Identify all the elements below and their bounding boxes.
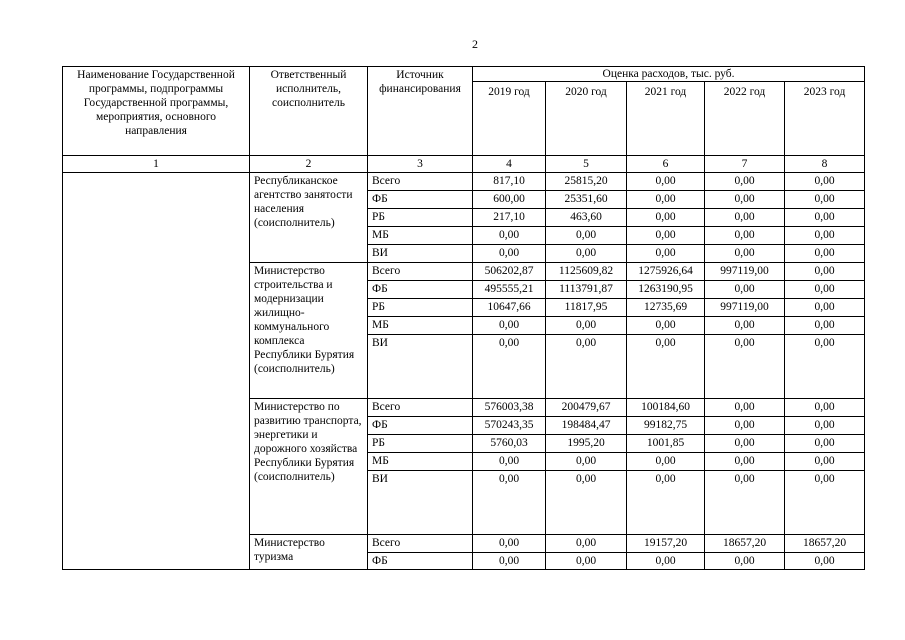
value-cell: 217,10 — [473, 209, 546, 227]
source-cell: МБ — [368, 453, 473, 471]
value-cell: 1263190,95 — [627, 281, 705, 299]
source-cell: Всего — [368, 535, 473, 553]
executor-cell: Министерство туризма — [250, 535, 368, 570]
value-cell: 0,00 — [473, 453, 546, 471]
value-cell: 0,00 — [785, 173, 865, 191]
value-cell: 0,00 — [627, 453, 705, 471]
source-cell: МБ — [368, 317, 473, 335]
value-cell: 0,00 — [785, 191, 865, 209]
column-number: 7 — [705, 156, 785, 173]
value-cell: 0,00 — [546, 245, 627, 263]
value-cell: 0,00 — [705, 317, 785, 335]
value-cell: 0,00 — [705, 453, 785, 471]
value-cell: 10647,66 — [473, 299, 546, 317]
source-cell: ФБ — [368, 553, 473, 570]
header-year: 2020 год — [546, 82, 627, 156]
value-cell: 0,00 — [785, 399, 865, 417]
value-cell: 506202,87 — [473, 263, 546, 281]
value-cell: 0,00 — [627, 209, 705, 227]
header-year: 2021 год — [627, 82, 705, 156]
value-cell: 0,00 — [705, 435, 785, 453]
header-name: Наименование Государственной программы, подпрограммы Государственной программы, мероприятия, основного направления — [63, 67, 250, 156]
value-cell: 0,00 — [627, 245, 705, 263]
value-cell: 0,00 — [785, 245, 865, 263]
value-cell: 570243,35 — [473, 417, 546, 435]
source-cell: ВИ — [368, 335, 473, 399]
value-cell: 25815,20 — [546, 173, 627, 191]
value-cell: 0,00 — [705, 191, 785, 209]
value-cell: 0,00 — [473, 335, 546, 399]
header-executor: Ответственный исполнитель, соисполнитель — [250, 67, 368, 156]
value-cell: 0,00 — [785, 281, 865, 299]
value-cell: 5760,03 — [473, 435, 546, 453]
value-cell: 0,00 — [785, 335, 865, 399]
value-cell: 11817,95 — [546, 299, 627, 317]
value-cell: 25351,60 — [546, 191, 627, 209]
source-cell: ВИ — [368, 471, 473, 535]
source-cell: МБ — [368, 227, 473, 245]
source-cell: РБ — [368, 435, 473, 453]
header-source: Источник финансирования — [368, 67, 473, 156]
executor-cell: Республиканское агентство занятости населения (соисполнитель) — [250, 173, 368, 263]
value-cell: 0,00 — [705, 173, 785, 191]
value-cell: 1995,20 — [546, 435, 627, 453]
value-cell: 0,00 — [785, 435, 865, 453]
value-cell: 0,00 — [546, 471, 627, 535]
value-cell: 0,00 — [627, 553, 705, 570]
value-cell: 600,00 — [473, 191, 546, 209]
value-cell: 0,00 — [627, 335, 705, 399]
column-number-row — [63, 156, 865, 173]
value-cell: 0,00 — [546, 453, 627, 471]
column-number: 2 — [250, 156, 368, 173]
header-year: 2022 год — [705, 82, 785, 156]
value-cell: 0,00 — [785, 263, 865, 281]
value-cell: 18657,20 — [785, 535, 865, 553]
source-cell: Всего — [368, 399, 473, 417]
value-cell: 0,00 — [546, 227, 627, 245]
column-number: 1 — [63, 156, 250, 173]
source-cell: РБ — [368, 299, 473, 317]
value-cell: 100184,60 — [627, 399, 705, 417]
value-cell: 0,00 — [705, 227, 785, 245]
value-cell: 0,00 — [627, 471, 705, 535]
value-cell: 0,00 — [705, 417, 785, 435]
value-cell: 200479,67 — [546, 399, 627, 417]
source-cell: ВИ — [368, 245, 473, 263]
value-cell: 0,00 — [627, 227, 705, 245]
value-cell: 0,00 — [473, 317, 546, 335]
value-cell: 0,00 — [705, 281, 785, 299]
value-cell: 0,00 — [785, 417, 865, 435]
value-cell: 0,00 — [546, 553, 627, 570]
value-cell: 0,00 — [627, 317, 705, 335]
value-cell: 0,00 — [473, 553, 546, 570]
value-cell: 1001,85 — [627, 435, 705, 453]
value-cell: 0,00 — [705, 245, 785, 263]
value-cell: 817,10 — [473, 173, 546, 191]
value-cell: 1113791,87 — [546, 281, 627, 299]
value-cell: 0,00 — [705, 471, 785, 535]
value-cell: 0,00 — [785, 317, 865, 335]
value-cell: 18657,20 — [705, 535, 785, 553]
value-cell: 0,00 — [473, 245, 546, 263]
budget-table — [62, 66, 865, 570]
header-year: 2023 год — [785, 82, 865, 156]
value-cell: 0,00 — [705, 209, 785, 227]
value-cell: 0,00 — [705, 335, 785, 399]
value-cell: 0,00 — [785, 227, 865, 245]
source-cell: ФБ — [368, 417, 473, 435]
source-cell: Всего — [368, 263, 473, 281]
column-number: 5 — [546, 156, 627, 173]
value-cell: 0,00 — [785, 453, 865, 471]
value-cell: 99182,75 — [627, 417, 705, 435]
value-cell: 997119,00 — [705, 263, 785, 281]
column-number: 8 — [785, 156, 865, 173]
value-cell: 0,00 — [546, 317, 627, 335]
value-cell: 198484,47 — [546, 417, 627, 435]
value-cell: 495555,21 — [473, 281, 546, 299]
header-estimate: Оценка расходов, тыс. руб. — [473, 67, 865, 82]
value-cell: 1125609,82 — [546, 263, 627, 281]
value-cell: 0,00 — [785, 471, 865, 535]
value-cell: 0,00 — [473, 535, 546, 553]
value-cell: 0,00 — [785, 553, 865, 570]
column-number: 6 — [627, 156, 705, 173]
header-row — [63, 67, 865, 82]
value-cell: 1275926,64 — [627, 263, 705, 281]
table-row — [63, 173, 865, 191]
value-cell: 576003,38 — [473, 399, 546, 417]
source-cell: ФБ — [368, 281, 473, 299]
column-number: 4 — [473, 156, 546, 173]
value-cell: 0,00 — [627, 191, 705, 209]
value-cell: 0,00 — [546, 535, 627, 553]
page-number: 2 — [472, 37, 478, 51]
source-cell: РБ — [368, 209, 473, 227]
executor-cell: Министерство по развитию транспорта, энергетики и дорожного хозяйства Республики Бурятия (соисполнитель) — [250, 399, 368, 535]
executor-cell: Министерство строительства и модернизации жилищно-коммунального комплекса Республики Бурятия (соисполнитель) — [250, 263, 368, 399]
column-number: 3 — [368, 156, 473, 173]
source-cell: Всего — [368, 173, 473, 191]
value-cell: 12735,69 — [627, 299, 705, 317]
value-cell: 0,00 — [473, 227, 546, 245]
value-cell: 0,00 — [627, 173, 705, 191]
value-cell: 0,00 — [785, 209, 865, 227]
value-cell: 19157,20 — [627, 535, 705, 553]
value-cell: 0,00 — [705, 399, 785, 417]
value-cell: 997119,00 — [705, 299, 785, 317]
program-name-cell — [63, 173, 250, 570]
value-cell: 463,60 — [546, 209, 627, 227]
value-cell: 0,00 — [473, 471, 546, 535]
value-cell: 0,00 — [785, 299, 865, 317]
source-cell: ФБ — [368, 191, 473, 209]
header-year: 2019 год — [473, 82, 546, 156]
value-cell: 0,00 — [546, 335, 627, 399]
value-cell: 0,00 — [705, 553, 785, 570]
